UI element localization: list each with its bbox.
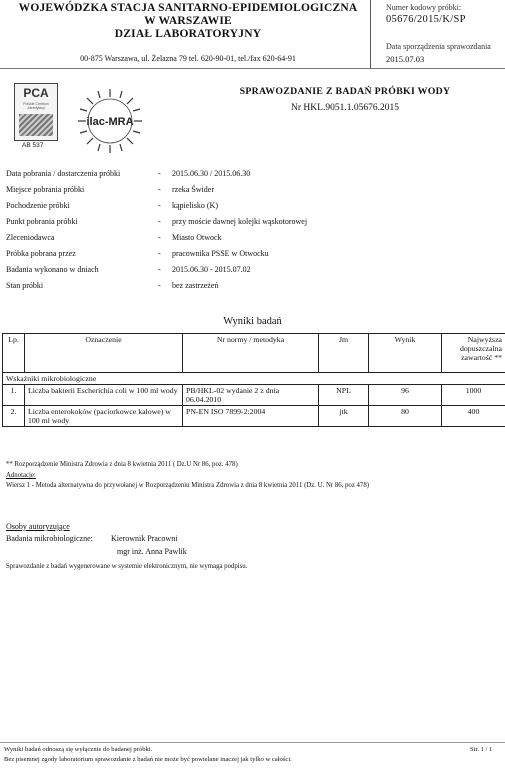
adnotacje-label: Adnotacje:	[6, 472, 36, 479]
info-value: 2015.06.30 / 2015.06.30	[172, 169, 251, 178]
col-norm: Nr normy / metodyka	[183, 334, 319, 373]
pca-logo-text: PCA	[23, 86, 49, 100]
row-norm: PN-EN ISO 7899-2:2004	[183, 406, 319, 427]
info-label: Data pobrania / dostarczenia próbki	[6, 169, 121, 178]
header-divider	[370, 0, 371, 68]
header-title-line-3: DZIAŁ LABORATORYJNY	[114, 28, 262, 40]
info-label: Próbka pobrana przez	[6, 249, 76, 258]
info-row	[0, 169, 505, 180]
table-row	[3, 385, 505, 406]
info-dash: -	[158, 249, 161, 258]
col-result: Wynik	[369, 334, 442, 373]
info-row	[0, 217, 505, 228]
lab-address: 00-875 Warszawa, ul. Żelazna 79 tel. 620-90-01, tel./fax 620-64-91	[80, 54, 296, 63]
row-name: Liczba enterokoków (paciorkowce kałowe) w 100 ml wody	[25, 406, 183, 427]
sample-code-value: 05676/2015/K/SP	[386, 14, 466, 25]
info-label: Miejsce pobrania próbki	[6, 185, 85, 194]
signature-role: Kierownik Pracowni	[111, 534, 178, 543]
pca-logo-emblem	[19, 114, 53, 136]
info-dash: -	[158, 169, 161, 178]
info-dash: -	[158, 281, 161, 290]
report-date-label: Data sporządzenia sprawozdania	[386, 42, 491, 51]
report-date-value: 2015.07.03	[386, 54, 425, 64]
info-label: Stan próbki	[6, 281, 44, 290]
row-unit: jtk	[319, 406, 369, 427]
info-label: Zleceniodawca	[6, 233, 55, 242]
accreditation-number: AB 537	[22, 142, 44, 149]
info-dash: -	[158, 265, 161, 274]
lab-header-title	[14, 2, 362, 41]
row-max: 1000	[442, 385, 505, 406]
info-row	[0, 265, 505, 276]
info-value: 2015.06.30 - 2015.07.02	[172, 265, 251, 274]
pca-logo-subtext: Polskie Centrum Akredytacji	[23, 102, 49, 110]
info-value: rzeka Świder	[172, 185, 214, 194]
footer-line-2: Bez pisemnej zgody laboratorium sprawozdanie z badań nie może być powielane inaczej jak tylko w całości.	[4, 756, 292, 763]
row-result: 96	[369, 385, 442, 406]
row-unit: NPL	[319, 385, 369, 406]
sample-code-label: Numer kodowy próbki:	[386, 3, 462, 12]
info-row	[0, 249, 505, 260]
info-row	[0, 233, 505, 244]
ilac-mra-logo-icon	[72, 83, 148, 159]
col-name: Oznaczenie	[25, 334, 183, 373]
authorized-persons-label: Osoby autoryzujące	[6, 522, 70, 531]
info-label: Badania wykonano w dniach	[6, 265, 99, 274]
info-dash: -	[158, 233, 161, 242]
footer-rule	[0, 742, 505, 743]
info-value: pracownika PSSE w Otwocku	[172, 249, 269, 258]
section-label: Wskaźniki mikrobiologiczne	[3, 373, 505, 385]
info-value: Miasto Otwock	[172, 233, 222, 242]
info-dash: -	[158, 201, 161, 210]
header-title-line-1: WOJEWÓDZKA STACJA SANITARNO-EPIDEMIOLOGICZNA	[18, 2, 358, 14]
table-row	[3, 406, 505, 427]
results-table	[2, 333, 505, 427]
row-name: Liczba bakterii Escherichia coli w 100 ml wody	[25, 385, 183, 406]
regulation-note: ** Rozporządzenie Ministra Zdrowia z dnia 8 kwietnia 2011 ( Dz.U Nr 86, poz. 478)	[6, 461, 238, 468]
row-max: 400	[442, 406, 505, 427]
row-lp: 1.	[3, 385, 25, 406]
signature-name: mgr inż. Anna Pawlik	[117, 547, 187, 556]
info-dash: -	[158, 185, 161, 194]
footer-line-1: Wyniki badań odnoszą się wyłącznie do badanej próbki.	[4, 746, 153, 753]
info-row	[0, 281, 505, 292]
info-label: Pochodzenie próbki	[6, 201, 70, 210]
pca-accreditation-logo-icon	[14, 83, 58, 141]
col-unit: Jm	[319, 334, 369, 373]
info-value: kąpielisko (K)	[172, 201, 218, 210]
col-max: Najwyższa dopuszczalna zawartość **	[442, 334, 505, 373]
row-result: 80	[369, 406, 442, 427]
row-lp: 2.	[3, 406, 25, 427]
ilac-logo-text: ilac-MRA	[86, 116, 134, 128]
report-number: Nr HKL.9051.1.05676.2015	[291, 103, 399, 113]
header-title-line-2: W WARSZAWIE	[144, 15, 232, 27]
results-header-row	[3, 334, 505, 373]
page-number: Str. 1 / 1	[470, 746, 493, 753]
adnotacje-text: Wiersz 1 - Metoda alternatywna do przywołanej w Rozporządzeniu Ministra Zdrowia z dnia 8 kwietnia 2011 (Dz. U. Nr 86, poz 478)	[6, 482, 369, 489]
signature-role-label: Badania mikrobiologiczne:	[6, 534, 93, 543]
info-value: przy moście dawnej kolejki wąskotorowej	[172, 217, 308, 226]
report-title: SPRAWOZDANIE Z BADAŃ PRÓBKI WODY	[239, 86, 451, 97]
electronic-signature-note: Sprawozdanie z badań wygenerowane w systemie elektronicznym, nie wymaga podpisu.	[6, 563, 248, 570]
info-dash: -	[158, 217, 161, 226]
row-norm: PB/HKL-02 wydanie 2 z dnia 06.04.2010	[183, 385, 319, 406]
col-lp: Lp.	[3, 334, 25, 373]
results-title: Wyniki badań	[223, 316, 282, 327]
info-label: Punkt pobrania próbki	[6, 217, 78, 226]
info-row	[0, 185, 505, 196]
info-value: bez zastrzeżeń	[172, 281, 219, 290]
results-section-row	[3, 373, 505, 385]
info-row	[0, 201, 505, 212]
header-bottom-rule	[0, 68, 505, 69]
